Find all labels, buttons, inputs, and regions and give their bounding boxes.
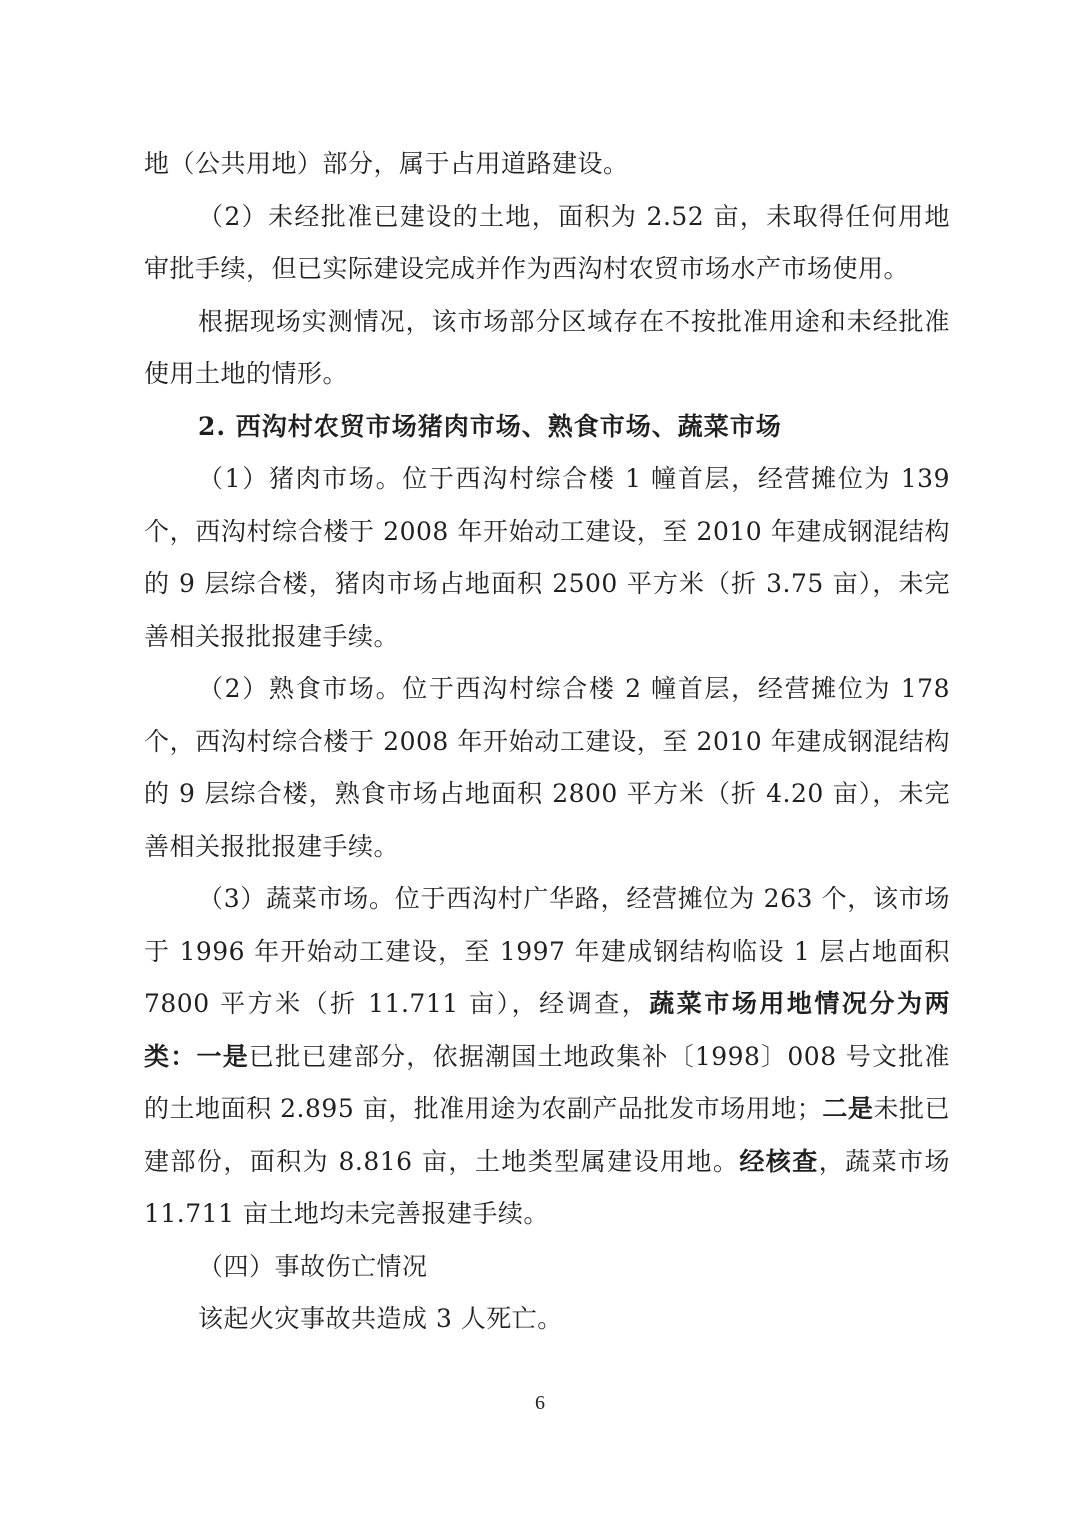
paragraph-casualties: 该起火灾事故共造成 3 人死亡。 bbox=[198, 1304, 563, 1333]
document-body bbox=[144, 138, 950, 1346]
section-heading-casualties: （四）事故伤亡情况 bbox=[198, 1251, 428, 1281]
section-heading-markets: 2. 西沟村农贸市场猪肉市场、熟食市场、蔬菜市场 bbox=[198, 411, 782, 441]
paragraph-unapproved-land: （2）未经批准已建设的土地，面积为 2.52 亩，未取得任何用地审批手续，但已实际建设完成并作为西沟村农贸市场水产市场使用。 bbox=[144, 201, 950, 283]
paragraph-cooked-food-market: （2）熟食市场。位于西沟村综合楼 2 幢首层，经营摊位为 178 个，西沟村综合楼于 2008 年开始动工建设，至 2010 年建成钢混结构的 9 层综合楼，熟食市场占地面积 2800 平方米（折 4.20 亩），未完善相关报批报建手续。 bbox=[144, 674, 950, 861]
bold-text-run: 二是 bbox=[822, 1094, 874, 1123]
paragraph-land-public: 地（公共用地）部分，属于占用道路建设。 bbox=[144, 149, 629, 178]
text-run: 未批已建部份，面积为 8.816 亩，土地类型属建设用地。 bbox=[144, 1094, 950, 1176]
bold-text-run: 蔬菜市场用地情况分为两类：一是 bbox=[144, 989, 950, 1071]
text-run: （3）蔬菜市场。位于西沟村广华路，经营摊位为 263 个，该市场于 1996 年开始动工建设，至 1997 年建成钢结构临设 1 层占地面积 7800 平方米（折 11.711 亩），经调查， bbox=[144, 884, 950, 1018]
paragraph-site-survey: 根据现场实测情况，该市场部分区域存在不按批准用途和未经批准使用土地的情形。 bbox=[144, 306, 950, 388]
paragraph-pork-market: （1）猪肉市场。位于西沟村综合楼 1 幢首层，经营摊位为 139 个，西沟村综合楼于 2008 年开始动工建设，至 2010 年建成钢混结构的 9 层综合楼，猪肉市场占地面积 2500 平方米（折 3.75 亩），未完善相关报批报建手续。 bbox=[144, 464, 950, 651]
paragraph-vegetable-market bbox=[144, 873, 950, 1241]
text-run: 已批已建部分，依据潮国土地政集补〔1998〕008 号文批准的土地面积 2.895 亩，批准用途为农副产品批发市场用地； bbox=[144, 1041, 950, 1123]
text-run: ，蔬菜市场 11.711 亩土地均未完善报建手续。 bbox=[144, 1146, 950, 1228]
page-number: 6 bbox=[535, 1392, 545, 1414]
bold-text-run: 经核查 bbox=[739, 1146, 819, 1176]
